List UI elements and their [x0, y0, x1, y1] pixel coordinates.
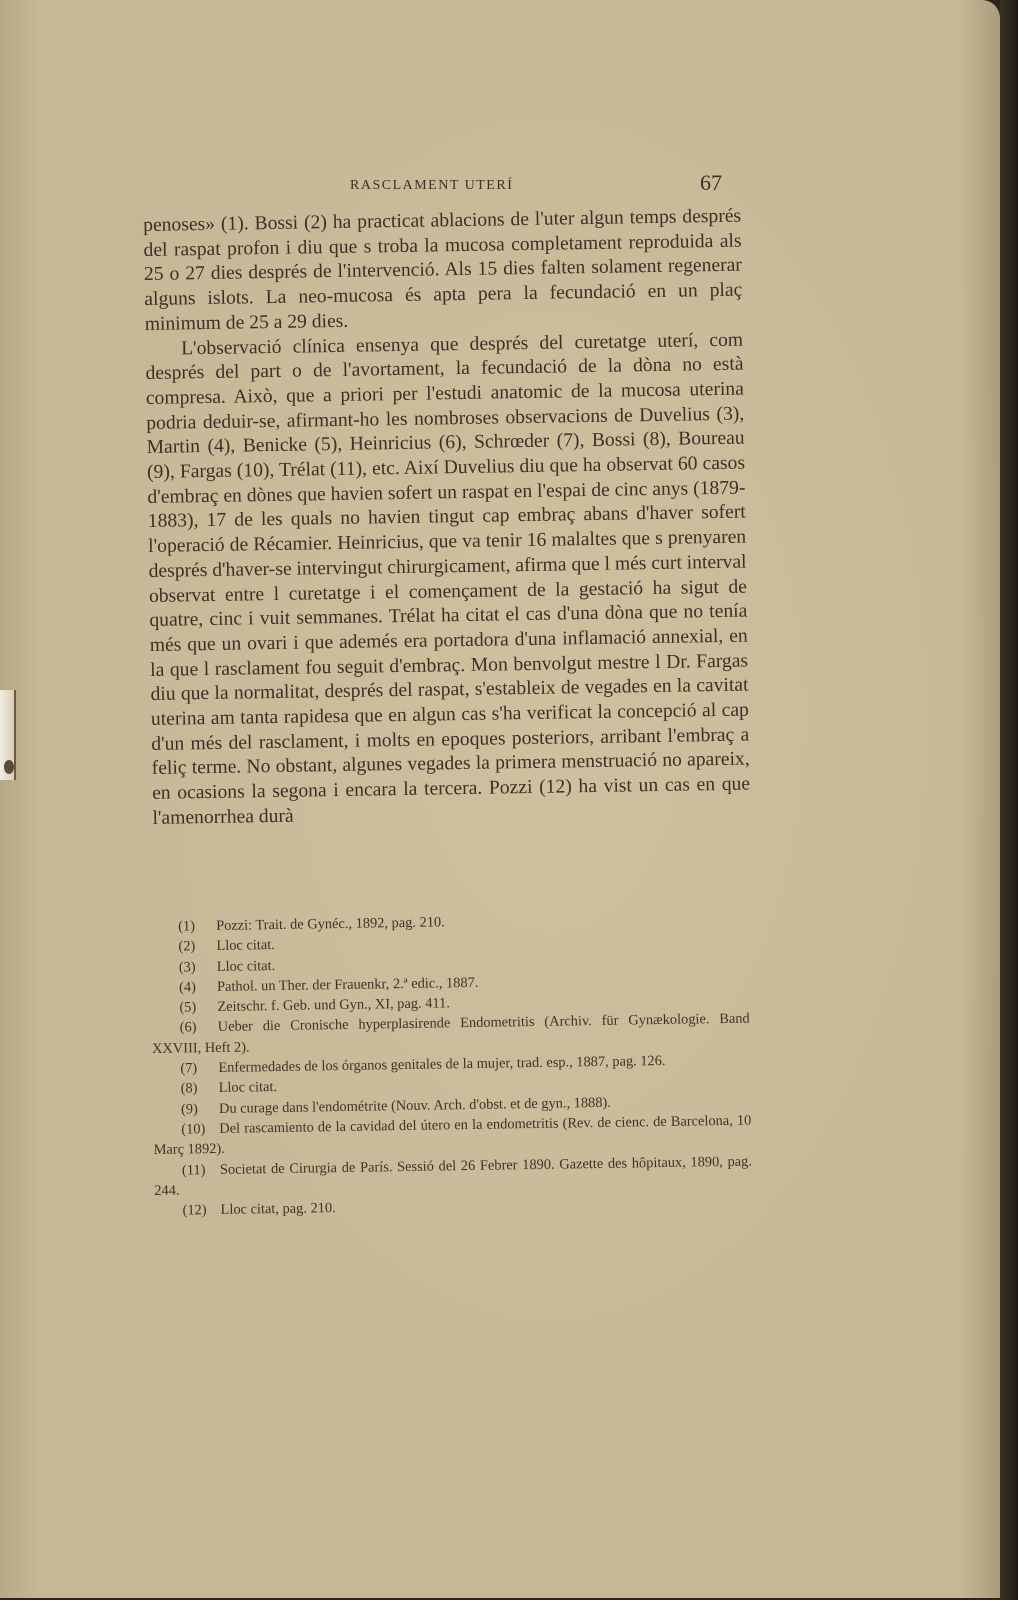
footnotes [150, 908, 753, 1222]
footnote-number: (3) [178, 958, 196, 976]
stain-mark [4, 760, 14, 774]
page-header [140, 170, 740, 200]
footnote-text: Ueber die Cronische hyperplasirende Endometritis (Archiv. für Gynækologie. Band XXVIII, Heft 2). [151, 1011, 750, 1057]
footnote-number: (4) [178, 979, 197, 996]
footnote-number: (7) [180, 1060, 198, 1077]
footnote-text: Enfermedades de los órganos genitales de la mujer, trad. esp., 1887, pag. 126. [218, 1053, 666, 1077]
footnote-number: (2) [178, 938, 196, 955]
footnote-number: (9) [180, 1100, 198, 1118]
footnote-number: (5) [179, 999, 197, 1016]
footnote-number: (11) [181, 1161, 206, 1179]
page-edge-shadow [1000, 0, 1018, 1600]
paragraph-1: penoses» (1). Bossi (2) ha practicat ablacions de l'uter algun temps després del raspat profon i diu que s troba la mucosa completament reproduida als 25 o 27 dies després de l'intervenció. Als 15 dies falten solament regenerar alguns islots. La neo-mucosa és apta pera la fecundació en un plaç minimum de 25 a 29 dies. [143, 205, 743, 335]
body-text [143, 205, 751, 832]
footnote-text: Pathol. un Ther. der Frauenkr, 2.ª edic., 1887. [216, 974, 479, 995]
footnote-text: Lloc citat, pag. 210. [220, 1200, 336, 1219]
footnote-text: Societat de Cirurgia de París. Sessió del 26 Febrer 1890. Gazette des hôpitaux, 1890, pag. 244. [154, 1153, 753, 1199]
footnote-text: Lloc citat. [218, 1079, 278, 1097]
footnote-number: (12) [182, 1202, 207, 1219]
footnote-number: (6) [179, 1019, 197, 1037]
running-head: RASCLAMENT UTERÍ [350, 178, 514, 193]
footnote-text: Du curage dans l'endométrite (Nouv. Arch. d'obst. et de gyn., 1888). [218, 1094, 612, 1117]
footnote-number: (10) [181, 1121, 206, 1138]
footnote-number: (1) [178, 918, 196, 935]
footnote-text: Lloc citat. [216, 937, 275, 955]
paragraph-2: L'observació clínica ensenya que després del curetatge uterí, com després del part o de l'avortament, la fecundació de la dòna no està compresa. Això, que a priori per l'estudi anatomic de la mucosa uterina podria deduir-se, afirmant-ho les nombroses observacions de Duvelius (3), Martin (4), Benicke (5), Heinricius (6), Schrœder (7), Bossi (8), Boureau (9), Fargas (10), Trélat (11), etc. Així Duvelius diu que ha observat 60 casos d'embraç en dònes que havien sofert un raspat en l'espai de cinc anys (1879-1883), 17 de les quals no havien tingut cap embraç abans d'haver sofert l'operació de Récamier. Heinricius, que va tenir 16 malaltes que s prenyaren després d'haver-se intervingut chirurgicament, afirma que l més curt interval observat entre l curetatge i el començament de la gestació ha sigut de quatre, cinc i vuit semmanes. Trélat ha citat el cas d'una dòna que no tenía més que un ovari i que ademés era portadora d'una inflamació annexial, en la que l rasclament fou seguit d'embraç. Mon benvolgut mestre l Dr. Fargas diu que la normalitat, després del raspat, s'estableix de vegades en la cavitat uterina am tanta rapidesa que en algun cas s'ha verificat la concepció al cap d'un més del rasclament, i molts en epoques posteriors, arribant l'embraç a feliç terme. No obstant, algunes vegades la primera menstruació no apareix, en ocasions la segona i encara la tercera. Pozzi (12) ha vist un cas en que l'amenorrhea durà [145, 329, 751, 829]
footnote-text: Pozzi: Trait. de Gynéc., 1892, pag. 210. [216, 914, 445, 934]
footnote-text: Del rascamiento de la cavidad del útero en la endometritis (Rev. de cienc. de Barcelona, 10 Març 1892). [153, 1112, 752, 1159]
footnote-text: Zeitschr. f. Geb. und Gyn., XI, pag. 411. [217, 995, 451, 1016]
footnote-number: (8) [180, 1080, 198, 1097]
footnote-text: Lloc citat. [216, 957, 276, 975]
page-number: 67 [700, 170, 722, 195]
